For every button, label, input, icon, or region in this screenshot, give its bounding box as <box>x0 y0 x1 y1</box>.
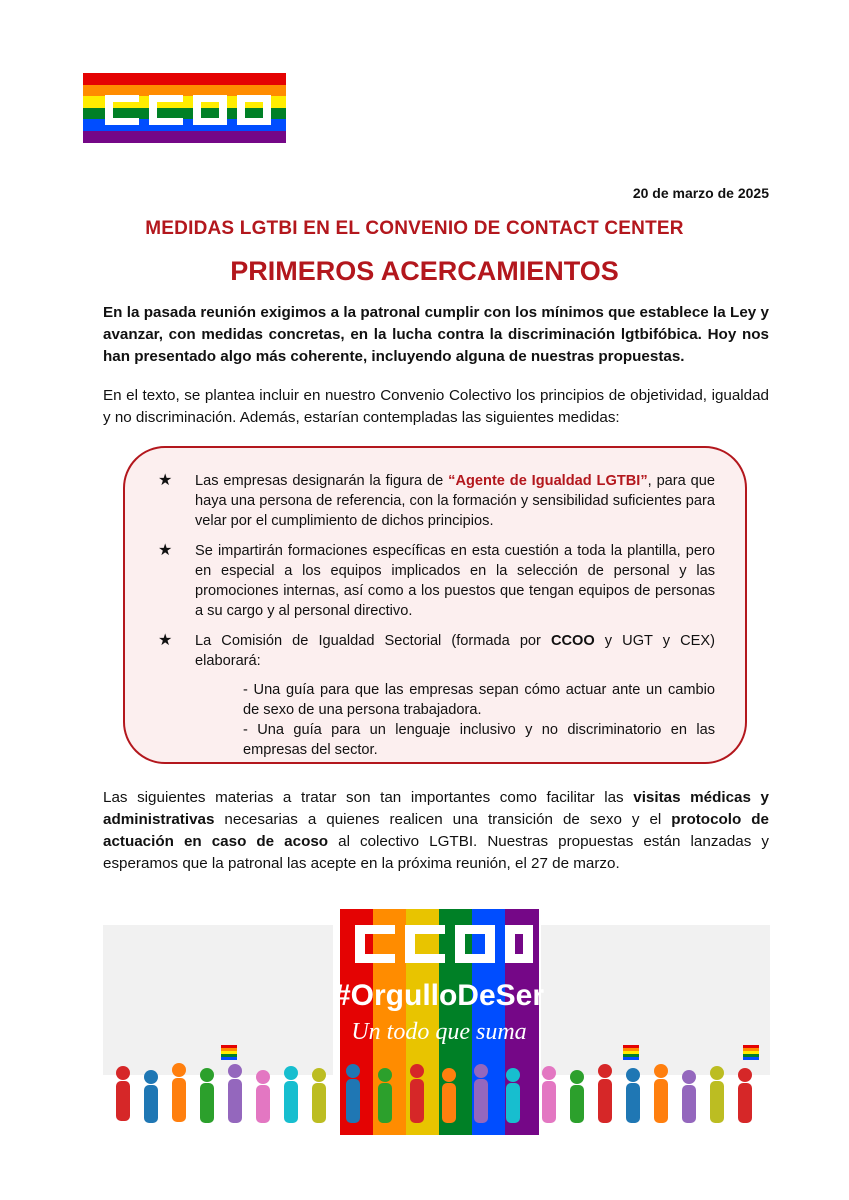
measure-item: Las empresas designarán la figura de “Agente de Igualdad LGTBI”, para que haya una persona de referencia, con la formación y sensibilidad suficientes para velar por el cumplimiento de dichos principios. <box>195 473 715 529</box>
sub-measure: - Una guía para que las empresas sepan cómo actuar ante un cambio de sexo de una persona trabajadora. <box>243 682 715 718</box>
document-title: MEDIDAS LGTBI EN EL CONVENIO DE CONTACT CENTER <box>145 218 684 239</box>
banner-hashtag: #OrgulloDeSer <box>333 979 545 1012</box>
sub-measure: - Una guía para un lenguaje inclusivo y no discriminatorio en las empresas del sector. <box>243 722 715 758</box>
star-bullet-icon: ★ <box>158 632 173 649</box>
context-paragraph: En el texto, se plantea incluir en nuestro Convenio Colectivo los principios de objetividad, igualdad y no discriminación. Además, estarían contempladas las siguientes medidas: <box>103 387 769 426</box>
closing-paragraph: Las siguientes materias a tratar son tan importantes como facilitar las visitas médicas y administrativas necesarias a quienes realicen una transición de sexo y el protocolo de actuación en caso de acoso al colectivo LGTBI. Nuestras propuestas están lanzadas y esperamos que la patronal las acepte en la próxima reunión, el 27 de marzo. <box>103 789 770 872</box>
ccoo-rainbow-logo <box>83 73 286 143</box>
document-date: 20 de marzo de 2025 <box>632 185 769 201</box>
intro-paragraph: En la pasada reunión exigimos a la patronal cumplir con los mínimos que establece la Ley y avanzar, con medidas concretas, en la lucha contra la discriminación lgtbifóbica. Hoy nos han presentado algo más coherente, incluyendo alguna de nuestras propuestas. <box>103 304 769 365</box>
measure-item: Se impartirán formaciones específicas en esta cuestión a toda la plantilla, pero en especial a los equipos implicados en la selección de personal y las promociones internas, así como a los puestos que tengan equipos de personas a su cargo y al personal directivo. <box>195 543 715 619</box>
measures-box <box>123 446 747 764</box>
banner-slogan: Un todo que suma <box>351 1019 527 1045</box>
star-bullet-icon: ★ <box>158 542 173 559</box>
document-subtitle: PRIMEROS ACERCAMIENTOS <box>230 256 619 286</box>
star-bullet-icon: ★ <box>158 472 173 489</box>
measure-item: La Comisión de Igualdad Sectorial (formada por CCOO y UGT y CEX) elaborará: <box>195 633 715 669</box>
agent-highlight: “Agente de Igualdad LGTBI” <box>448 473 648 489</box>
pride-banner-illustration <box>103 905 770 1135</box>
